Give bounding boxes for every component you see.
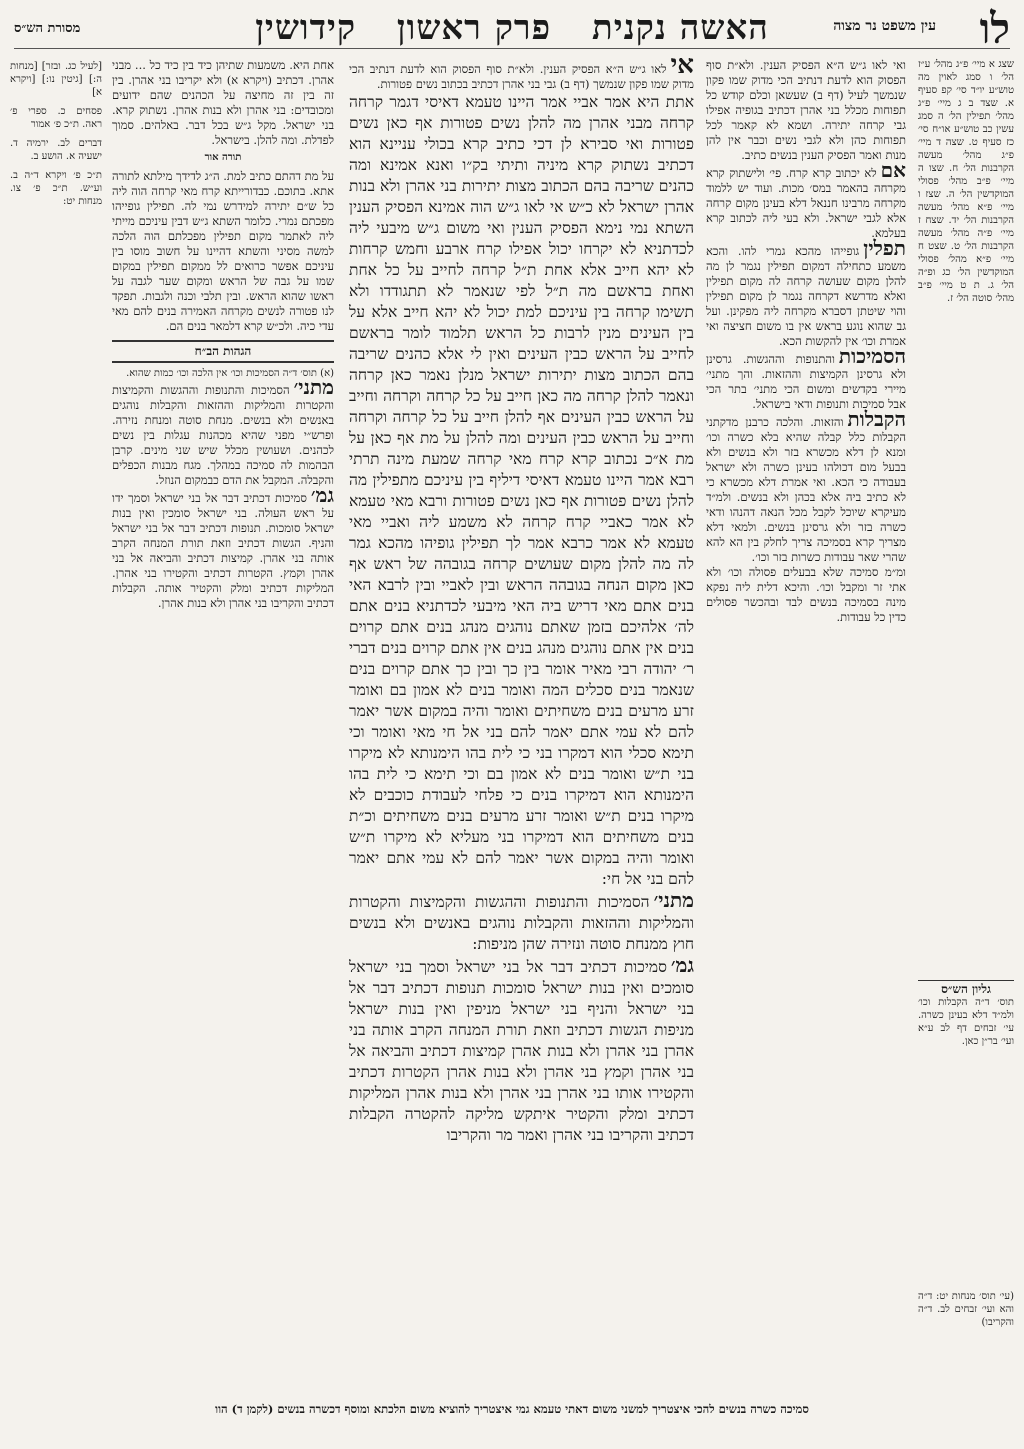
margin-refs-3: דברים לב. ירמיה ד. ישעיה א. הושע ב. bbox=[10, 138, 102, 162]
title-tractate: קידושין bbox=[255, 8, 357, 48]
tosafot-text-6: ומ״מ סמיכה שלא בבעלים פסולה וכו׳ ולא אתי זר ומקבל וכו׳. והיכא דלית ליה נפקא מינה בסמיכה בנשים לבד ובהכשר פסולים כדין כל עבודות. bbox=[706, 565, 906, 624]
masoret-hashas-column bbox=[10, 60, 102, 1390]
running-title bbox=[234, 8, 790, 48]
rashi-gemara-marker: גמ׳ bbox=[310, 483, 334, 507]
tosafot-dibur-hamatchil-3: הסמיכות bbox=[838, 344, 906, 368]
rashi-column bbox=[112, 58, 334, 1398]
tosafot-text-3: גופייהו מהכא גמרי להו. והכא משמע כתחילה דמקום תפילין נגמר לן מה להלן מקום שעושה קרחה לה מקום תפילין ואלא מדרשא דקרחה נגמר לן מקום תפילין והוי שיטתן דסברא מקרחה ליה מפקינן. ועל גב שהוא נוגע בראש אין בו משום חציצה ואי אמרת וכו׳ אין להקשות הכא. bbox=[706, 244, 906, 348]
masoret-hashas-label: מסורת הש״ס bbox=[14, 21, 81, 36]
gilyon-hashas-box bbox=[918, 980, 1014, 1080]
rashi-mishna-marker: מתני׳ bbox=[293, 375, 334, 399]
ein-mishpat-text: שצג א מיי׳ פ״ג מהל׳ ע״ז הל׳ ו סמג לאוין מה טוש״ע יו״ד סי׳ קפ סעיף א. שצד ב ג מיי׳ פ״ג מהל׳ תפילין הל׳ ה סמג עשין כב טוש״ע או״ח סי׳ כז סעיף ט. שצה ד מיי׳ פ״ג מהל׳ מעשה הקרבנות הל׳ ח. שצו ה מיי׳ פ״ב מהל׳ פסולי המוקדשין הל׳ ה. שצז ו מיי׳ פ״א מהל׳ מעשה הקרבנות הל׳ יד. שצח ז מיי׳ פ״ה מהל׳ מעשה הקרבנות הל׳ ט. שצט ח מיי׳ פ״א מהל׳ פסולי המוקדשין הל׳ כג ופ״ה הל׳ ג. ת ט מיי׳ פ״ב מהל׳ סוטה הל׳ ז. bbox=[918, 59, 1014, 304]
bottom-footer-line: סמיכה כשרה בנשים להכי איצטריך למשני משום דאתי טעמא גמי איצטריך להוציא משום הלכתא ומוסף דכשרה בנשים (לקמן ד) הוו bbox=[215, 1402, 809, 1416]
margin-refs-1: [לעיל כג. ובזר] [מנחות ה:] [גיטין נו:] [ויקרא א] bbox=[10, 61, 102, 98]
gemara-mishna-text: הסמיכות והתנופות וההגשות והקמיצות והקטרות והמליקות וההזאות והקבלות נוהגים באנשים ולא בנשים חוץ ממנחת סוטה ונזירה שהן מניפות: bbox=[349, 893, 694, 953]
gilyon-hashas-text: תוס׳ ד״ה הקבלות וכו׳ ולמ״ד דלא בעינן כשרה. עי׳ זבחים דף לב ע״א ועי׳ בר״ן כאן. bbox=[918, 997, 1014, 1047]
gilyon-hashas-heading: גליון הש״ס bbox=[918, 980, 1014, 996]
title-chapter-number: פרק ראשון bbox=[396, 8, 552, 48]
tosafot-dibur-hamatchil-2: תפלין bbox=[863, 236, 906, 260]
page-header bbox=[14, 4, 1010, 53]
gemara-gemara-text: סמיכות דכתיב דבר אל בני ישראל וסמך בני ישראל סומכים ואין בנות ישראל סומכות תנופות דכתיב דבר אל בני ישראל והניף בני ישראל מניפין ואין בנות ישראל מניפות הגשות דכתיב וזאת תורת המנחה הקרב אותה בני אהרן בני אהרן ולא בנות אהרן קמיצות דכתיב והביאה אל בני אהרן וקמץ בני אהרן ולא בנות אהרן הקטרות דכתיב והקטירו אותו בני אהרן בני אהרן ולא בנות אהרן המליקות דכתיב ומלק והקטיר איתקש מליקה להקטרה הקבלות דכתיב והקריבו בני אהרן ואמר מר והקריבו bbox=[349, 958, 694, 1144]
tosafot-intro: ואי לאו ג״ש ה״א הפסיק הענין. ולא״ת סוף הפסוק הוא לדעת דנתיב הכי מדוק שמו פקון שנמשך לעיל (דף ב) שעשאן וכלם קודש כל תפוחות מכלל בני אהרן דכתיב בגופיה אפילו גבי קרחה יתירה. ושמא לא קאמר לכל תפוחות כהן ולא לגבי נשים וכבר אין להן מנות ואמר הפסיק הענין בנשים כתיב. bbox=[706, 58, 906, 162]
hagahot-habach-text: (א) תוס׳ ד״ה הסמיכות וכו׳ אין הלכה וכו׳ כמות שהוא. bbox=[126, 368, 334, 379]
tosafot-text-4: והתנופות וההגשות. גרסינן ולא גרסינן הקמיצות וההזאות. והך מתני׳ מיירי בקדשים ומשום הכי מתני׳ בתר הכי אבל סמיכות ותנופות ודאי בישראל. bbox=[706, 352, 906, 411]
tosafot-dibur-hamatchil-1: אם bbox=[880, 158, 906, 182]
gemara-column bbox=[349, 58, 694, 1398]
hagahot-habach-heading: הגהות הב״ח bbox=[112, 340, 334, 363]
gilyon-note bbox=[918, 1290, 1014, 1360]
gemara-intro: לאו ג״ש ה״א הפסיק הענין. ולא״ת סוף הפסוק הוא לדעת דנתיב הכי מדוק שמו פקון שנמשך (דף ב) גבי בני אהרן דכתיב בכתוב נשים פטורות. bbox=[349, 62, 694, 91]
margin-refs-2: פסחים כ. ספרי פ׳ ראה. ת״כ פ׳ אמור bbox=[10, 106, 102, 130]
tosafot-text-2: לא יכתוב קרא קרח. פי׳ ולישתוק קרא מקרחה בהאמר במס׳ מכות. ועוד יש ללמוד מקרחה מרבינו חננאל דלא בעינן מקום קרחה אלא לגבי ישראל. ולא בעי ליה לכתוב קרא בעלמא. bbox=[706, 166, 906, 240]
tosafot-text-5: והזאות. והלכה כרבנן מדקתני הקבלות כלל קבלה שהיא בלא כשרה וכו׳ ומנא לן דלא מכשרא בזר ולא בנשים ולא בבעל מום דכולהו בעינן כשרה ולא ישראל בעבודה כי הכא. ואי אמרת דלא מכשרא כי לא כתיב ביה אלא בכהן ולא בנשים. ולמ״ד מעיקרא שיוכל לקבל מכל הנאה דהנהו ודאי כשרה בזר ולא גרסינן בנשים. ולמאי דלא מצריך קרא בסמיכה צריך לחלק בין הא להא שהרי שאר עבודות כשרות בזר וכו׳. bbox=[706, 415, 906, 564]
folio-number: לו bbox=[979, 4, 1010, 53]
rashi-text-4: הסמיכות והתנופות וההגשות והקמיצות והקטרות והמליקות וההזאות והקבלות נוהגים באנשים ולא בנשים. מנחת סוטה ומנחת נזירה. ופרש״י מפני שהיא מכהנות עגלות בין נשים לכהנים. ושעושין מכלל שיש שני מינים. קרבן הבהמות לה סמיכה במהלך. מגח מבנות הכפלים והקבלה. המקבל את הדם כבמקום הנוזל. bbox=[112, 383, 334, 487]
gilyon-note-text: (עי׳ תוס׳ מנחות יט: ד״ה והא ועי׳ זבחים לב. ד״ה והקריבו) bbox=[918, 1291, 1014, 1328]
rashi-text-1: אחת היא. משמעות שתיהן כיד בין כיד כל ... מבני אהרן. דכתיב (ויקרא א) ולא יקריבו בני אהרן. בין זה בין זה מחיצה על הכהנים שהם ידועים ומכובדים: בני אהרן ולא בנות אהרן. נשתוק קרא. בני ישראל. מקל ג״ש בכל דבר. באלהים. סמוך לפדלת. ומה להלן. בישראל. bbox=[112, 58, 334, 147]
tosafot-column bbox=[706, 58, 906, 1398]
torah-or-label: תורה אור bbox=[204, 152, 242, 163]
rashi-text-2: על מת דהתם כתיב למת. ה״ג לדידך מילתא לתורה אתא. בתוכם. כבדורייתא קרח מאי קרחה הוה ליה כל ש״ם יתירה למידרש נמי לה. תפילין גופייהו מפכתם נמרי. כלומר השתא ג״ש דבין עיניכם מייתי ליה לאתמר מקום תפילין מפכלתם הוה הלכה למשה מסיני והשתא דהיינו על חשוב מוסו בין עיניכם אפשר כרואים לל ממקום תפילין במקום שמו על גבה של הראש ומקום שער לגבה על ראשו שהוא הראש. ובין תלבי וכנה ולגבות. תפקד לנו פטורה לנשים מקרחה האמירה בנים להם מאי עדי כיה. ולכ״ש קרא דלמאר בנים הם. bbox=[112, 169, 334, 333]
rashi-text-5: סמיכות דכתיב דבר אל בני ישראל וסמך ידו על ראש העולה. בני ישראל סומכין ואין בנות ישראל סומכות. תנופות דכתיב דבר אל בני ישראל והניף. הגשות דכתיב וזאת תורת המנחה הקרב אותה בני אהרן. קמיצות דכתיב והביאה אל בני אהרן וקמץ. הקטרות דכתיב והקטירו בני אהרן. המליקות דכתיב ומלק והקטיר אותה. הקבלות דכתיב והקריבו בני אהרן ולא בנות אהרן. bbox=[112, 491, 334, 610]
gemara-mishna-marker: מתני׳ bbox=[653, 888, 694, 912]
gemara-gemara-marker: גמ׳ bbox=[670, 953, 694, 977]
tosafot-dibur-hamatchil-4: הקבלות bbox=[847, 407, 906, 431]
title-chapter-name: האשה נקנית bbox=[591, 8, 769, 48]
ein-mishpat-label: עין משפט נר מצוה bbox=[833, 18, 936, 34]
margin-refs-4: ת״כ פ׳ ויקרא ד״ה ב. וע״ש. ת״כ פ׳ צו. מנחות יט: bbox=[10, 170, 102, 207]
ein-mishpat-column bbox=[918, 58, 1014, 978]
gemara-opener-word: אי bbox=[670, 58, 694, 80]
gemara-body: אתת היא אמר אביי אמר היינו טעמא דאיסי דגמר קרחה קרחה מבני אהרן מה להלן נשים פטורות אף כאן נשים פטורות ואי סבירא לן דכי כתיב קרא בכולי עניינא הוא דכתיב נשתוק קרא מיניה ותיתי בק״ו ואנא אמינא ומה כהנים שריבה בהם הכתוב מצות יתירות בני אהרן ולא בנות אהרן ישראל לא כ״ש אי לאו ג״ש הוה אמינא הפסיק הענין השתא נמי נימא הפסיק הענין ואי משום ג״ש מיבעי ליה לכדתניא לא יקרחו יכול אפילו קרח ארבע וחמש קרחות לא יהא חייב אלא אחת ת״ל קרחה לחייב על כל אחת ואחת בראשם מה ת״ל לפי שנאמר לא תתגודדו ולא תשימו קרחה בין עיניכם למת יכול לא יהא חייב אלא על בין העינים מנין לרבות כל הראש תלמוד לומר בראשם לחייב על הראש כבין העינים ואין לי אלא כהנים שריבה בהם הכתוב מצות יתירות ישראל מנלן נאמר כאן קרחה ונאמר להלן קרחה מה כאן חייב על כל קרחה וקרחה וחייב על הראש כבין העינים אף להלן חייב על כל קרחה וקרחה וחייב על הראש כבין העינים ומה להלן על מת אף כאן על מת א״כ נכתוב קרא קרח מאי קרחה שמעת מינה תרתי רבא אמר היינו טעמא דאיסי דיליף בין עיניכם מתפילין מה להלן נשים פטורות אף כאן נשים פטורות ורבא מאי טעמא לא אמר כאביי קרח קרחה לא משמע ליה ואביי מאי טעמא לא אמר כרבא אמר לך תפילין גופיהו מהכא גמר לה מה להלן מקום שעושים קרחה בגובהה של ראש אף כאן מקום הנחה בגובהה הראש ובין לאביי ובין לרבא האי בנים אתם מאי דריש ביה האי מיבעי לכדתניא בנים אתם לה׳ אלהיכם בזמן שאתם נוהגים מנהג בנים אתם קרוים בנים אין אתם נוהגים מנהג בנים אין אתם קרוים בנים דברי ר׳ יהודה רבי מאיר אומר בין כך ובין כך אתם קרוים בנים שנאמר בנים סכלים המה ואומר בנים לא אמון בם ואומר זרע מרעים בנים משחיתים ואומר והיה במקום אשר יאמר להם לא עמי אתם יאמר להם בני אל חי מאי ואומר וכי תימא סכלי הוא דמקרו בני כי לית בהו הימנותא לא מיקרו בני ת״ש ואומר בנים לא אמון בם וכי תימא כי לית בהו הימנותא הוא דמיקרו בנים כי פלחי לעבודת כוכבים לא מיקרו בנים ת״ש ואומר זרע מרעים בנים משחיתים וכ״ת בנים משחיתים הוא דמיקרו בני מעליא לא מיקרו ת״ש ואומר והיה במקום אשר יאמר להם לא עמי אתם יאמר להם בני אל חי: bbox=[349, 93, 694, 888]
